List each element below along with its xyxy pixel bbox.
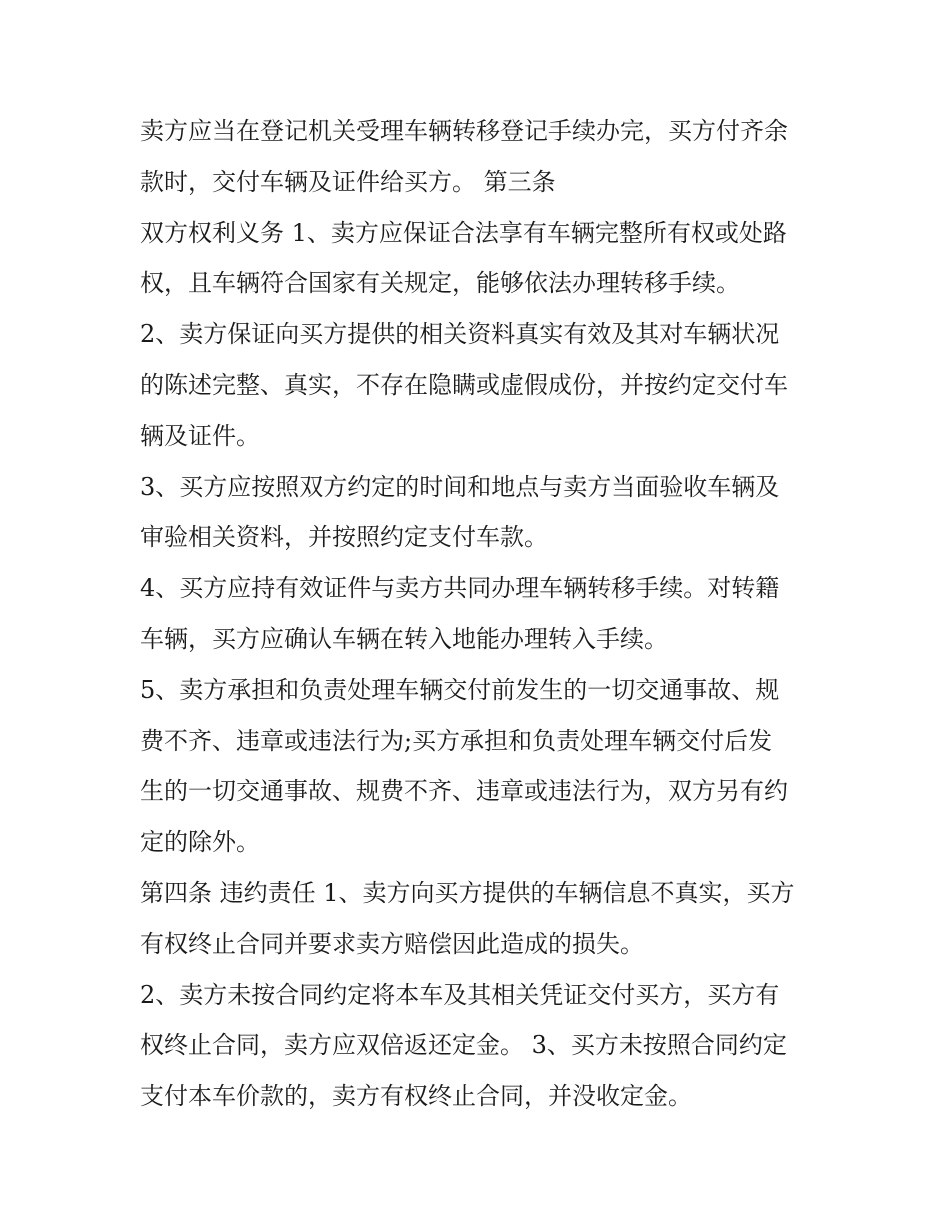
text-line: 2、卖方保证向买方提供的相关资料真实有效及其对车辆状况 [140, 320, 780, 349]
text-line: 款时，交付车辆及证件给买方。 第三条 [140, 167, 556, 196]
text-line: 车辆，买方应确认车辆在转入地能办理转入手续。 [140, 624, 668, 653]
text-line: 权，且车辆符合国家有关规定，能够依法办理转移手续。 [140, 269, 740, 298]
text-line: 4、买方应持有效证件与卖方共同办理车辆转移手续。对转籍 [140, 574, 780, 603]
text-line: 费不齐、违章或违法行为;买方承担和负责处理车辆交付后发 [140, 726, 773, 755]
text-line: 有权终止合同并要求卖方赔偿因此造成的损失。 [140, 929, 644, 958]
text-line: 5、卖方承担和负责处理车辆交付前发生的一切交通事故、规 [140, 675, 780, 704]
text-line: 定的除外。 [140, 828, 260, 857]
text-line: 3、买方应按照双方约定的时间和地点与卖方当面验收车辆及 [140, 472, 780, 501]
text-line: 支付本车价款的，卖方有权终止合同，并没收定金。 [140, 1082, 692, 1111]
text-line: 权终止合同，卖方应双倍返还定金。 3、买方未按照合同约定 [140, 1031, 787, 1060]
document-body [140, 106, 820, 1122]
text-line: 双方权利义务 1、卖方应保证合法享有车辆完整所有权或处路 [140, 218, 787, 247]
text-line: 2、卖方未按合同约定将本车及其相关凭证交付买方，买方有 [140, 980, 780, 1009]
text-line: 审验相关资料，并按照约定支付车款。 [140, 523, 548, 552]
text-line: 生的一切交通事故、规费不齐、违章或违法行为，双方另有约 [140, 777, 788, 806]
text-line: 辆及证件。 [140, 421, 260, 450]
text-line: 的陈述完整、真实，不存在隐瞒或虚假成份，并按约定交付车 [140, 370, 788, 399]
text-line: 第四条 违约责任 1、卖方向买方提供的车辆信息不真实，买方 [140, 878, 795, 907]
text-line: 卖方应当在登记机关受理车辆转移登记手续办完，买方付齐余 [140, 117, 788, 145]
